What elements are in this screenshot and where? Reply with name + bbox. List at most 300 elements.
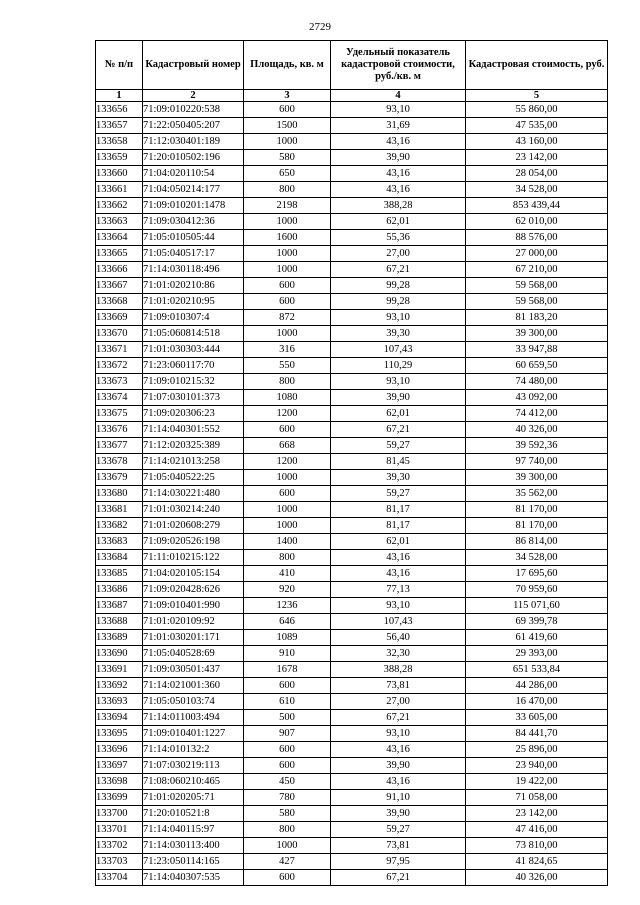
area-cell: 1400	[244, 534, 331, 550]
table-row	[96, 822, 608, 838]
row-number-cell: 133681	[96, 502, 143, 518]
row-number-cell: 133668	[96, 294, 143, 310]
row-number-cell: 133701	[96, 822, 143, 838]
row-number-cell: 133689	[96, 630, 143, 646]
cadastral-cost-cell: 62 010,00	[466, 214, 608, 230]
cadastral-number-cell: 71:14:010132:2	[143, 742, 244, 758]
cadastral-number-cell: 71:01:020210:86	[143, 278, 244, 294]
cadastral-number-cell: 71:14:030221:480	[143, 486, 244, 502]
table-row	[96, 550, 608, 566]
area-cell: 800	[244, 182, 331, 198]
specific-value-cell: 62,01	[331, 214, 466, 230]
cadastral-number-cell: 71:09:010220:538	[143, 102, 244, 118]
column-number: 2	[143, 90, 244, 102]
row-number-cell: 133704	[96, 870, 143, 886]
cadastral-number-cell: 71:11:010215:122	[143, 550, 244, 566]
cadastral-cost-cell: 115 071,60	[466, 598, 608, 614]
table-row	[96, 710, 608, 726]
specific-value-cell: 110,29	[331, 358, 466, 374]
column-number: 1	[96, 90, 143, 102]
table-row	[96, 758, 608, 774]
cadastral-cost-cell: 40 326,00	[466, 422, 608, 438]
row-number-cell: 133678	[96, 454, 143, 470]
cadastral-cost-cell: 41 824,65	[466, 854, 608, 870]
cadastral-cost-cell: 35 562,00	[466, 486, 608, 502]
specific-value-cell: 93,10	[331, 598, 466, 614]
table-row	[96, 838, 608, 854]
table-row	[96, 614, 608, 630]
cadastral-cost-cell: 39 300,00	[466, 470, 608, 486]
area-cell: 600	[244, 870, 331, 886]
cadastral-cost-cell: 59 568,00	[466, 278, 608, 294]
cadastral-cost-cell: 853 439,44	[466, 198, 608, 214]
cadastral-cost-cell: 81 170,00	[466, 518, 608, 534]
area-cell: 580	[244, 806, 331, 822]
area-cell: 920	[244, 582, 331, 598]
specific-value-cell: 67,21	[331, 422, 466, 438]
specific-value-cell: 99,28	[331, 278, 466, 294]
row-number-cell: 133700	[96, 806, 143, 822]
cadastral-number-cell: 71:05:050103:74	[143, 694, 244, 710]
area-cell: 1000	[244, 326, 331, 342]
cadastral-cost-cell: 84 441,70	[466, 726, 608, 742]
cadastral-cost-cell: 17 695,60	[466, 566, 608, 582]
area-cell: 316	[244, 342, 331, 358]
specific-value-cell: 43,16	[331, 550, 466, 566]
cadastral-cost-cell: 40 326,00	[466, 870, 608, 886]
row-number-cell: 133691	[96, 662, 143, 678]
cadastral-cost-cell: 86 814,00	[466, 534, 608, 550]
cadastral-cost-cell: 81 183,20	[466, 310, 608, 326]
area-cell: 1236	[244, 598, 331, 614]
table-row	[96, 422, 608, 438]
cadastral-number-cell: 71:01:030201:171	[143, 630, 244, 646]
specific-value-cell: 59,27	[331, 486, 466, 502]
cadastral-number-cell: 71:09:030501:437	[143, 662, 244, 678]
area-cell: 646	[244, 614, 331, 630]
cadastral-cost-cell: 28 054,00	[466, 166, 608, 182]
specific-value-cell: 39,30	[331, 470, 466, 486]
specific-value-cell: 56,40	[331, 630, 466, 646]
specific-value-cell: 39,90	[331, 806, 466, 822]
cadastral-number-cell: 71:05:060814:518	[143, 326, 244, 342]
cadastral-number-cell: 71:14:030113:400	[143, 838, 244, 854]
table-row	[96, 726, 608, 742]
cadastral-cost-cell: 43 092,00	[466, 390, 608, 406]
cadastral-cost-cell: 23 142,00	[466, 806, 608, 822]
specific-value-cell: 81,17	[331, 502, 466, 518]
cadastral-number-cell: 71:05:040528:69	[143, 646, 244, 662]
cadastral-cost-cell: 71 058,00	[466, 790, 608, 806]
row-number-cell: 133666	[96, 262, 143, 278]
table-row	[96, 534, 608, 550]
table-row	[96, 646, 608, 662]
table-row	[96, 486, 608, 502]
cadastral-number-cell: 71:01:030303:444	[143, 342, 244, 358]
cadastral-cost-cell: 81 170,00	[466, 502, 608, 518]
header-row-number: № п/п	[96, 41, 143, 90]
table-row	[96, 582, 608, 598]
table-row	[96, 870, 608, 886]
area-cell: 600	[244, 678, 331, 694]
cadastral-value-table	[95, 40, 608, 886]
row-number-cell: 133671	[96, 342, 143, 358]
specific-value-cell: 59,27	[331, 822, 466, 838]
row-number-cell: 133686	[96, 582, 143, 598]
table-row	[96, 310, 608, 326]
cadastral-number-cell: 71:12:030401:189	[143, 134, 244, 150]
cadastral-number-cell: 71:14:021001:360	[143, 678, 244, 694]
specific-value-cell: 62,01	[331, 406, 466, 422]
specific-value-cell: 39,90	[331, 150, 466, 166]
table-row	[96, 342, 608, 358]
area-cell: 1600	[244, 230, 331, 246]
area-cell: 1500	[244, 118, 331, 134]
specific-value-cell: 43,16	[331, 182, 466, 198]
area-cell: 668	[244, 438, 331, 454]
table-row	[96, 790, 608, 806]
cadastral-cost-cell: 61 419,60	[466, 630, 608, 646]
cadastral-cost-cell: 47 416,00	[466, 822, 608, 838]
area-cell: 427	[244, 854, 331, 870]
area-cell: 600	[244, 278, 331, 294]
row-number-cell: 133693	[96, 694, 143, 710]
area-cell: 450	[244, 774, 331, 790]
cadastral-cost-cell: 39 300,00	[466, 326, 608, 342]
area-cell: 872	[244, 310, 331, 326]
area-cell: 907	[244, 726, 331, 742]
table-row	[96, 454, 608, 470]
specific-value-cell: 62,01	[331, 534, 466, 550]
row-number-cell: 133696	[96, 742, 143, 758]
area-cell: 600	[244, 742, 331, 758]
cadastral-number-cell: 71:09:010401:990	[143, 598, 244, 614]
row-number-cell: 133683	[96, 534, 143, 550]
area-cell: 1200	[244, 454, 331, 470]
table-header-row	[96, 41, 608, 90]
cadastral-cost-cell: 23 940,00	[466, 758, 608, 774]
table-row	[96, 150, 608, 166]
specific-value-cell: 43,16	[331, 566, 466, 582]
table-row	[96, 134, 608, 150]
area-cell: 1678	[244, 662, 331, 678]
specific-value-cell: 39,30	[331, 326, 466, 342]
cadastral-cost-cell: 25 896,00	[466, 742, 608, 758]
row-number-cell: 133662	[96, 198, 143, 214]
specific-value-cell: 81,17	[331, 518, 466, 534]
area-cell: 650	[244, 166, 331, 182]
area-cell: 2198	[244, 198, 331, 214]
cadastral-cost-cell: 34 528,00	[466, 182, 608, 198]
specific-value-cell: 67,21	[331, 710, 466, 726]
table-row	[96, 678, 608, 694]
table-row	[96, 390, 608, 406]
cadastral-cost-cell: 19 422,00	[466, 774, 608, 790]
specific-value-cell: 27,00	[331, 246, 466, 262]
specific-value-cell: 99,28	[331, 294, 466, 310]
specific-value-cell: 93,10	[331, 374, 466, 390]
row-number-cell: 133694	[96, 710, 143, 726]
cadastral-number-cell: 71:07:030101:373	[143, 390, 244, 406]
specific-value-cell: 39,90	[331, 390, 466, 406]
cadastral-number-cell: 71:01:030214:240	[143, 502, 244, 518]
cadastral-number-cell: 71:05:010505:44	[143, 230, 244, 246]
row-number-cell: 133657	[96, 118, 143, 134]
specific-value-cell: 77,13	[331, 582, 466, 598]
row-number-cell: 133663	[96, 214, 143, 230]
cadastral-cost-cell: 33 605,00	[466, 710, 608, 726]
cadastral-number-cell: 71:12:020325:389	[143, 438, 244, 454]
table-row	[96, 630, 608, 646]
specific-value-cell: 43,16	[331, 742, 466, 758]
area-cell: 800	[244, 374, 331, 390]
cadastral-number-cell: 71:01:020210:95	[143, 294, 244, 310]
table-row	[96, 326, 608, 342]
table-row	[96, 854, 608, 870]
cadastral-cost-cell: 34 528,00	[466, 550, 608, 566]
cadastral-cost-cell: 29 393,00	[466, 646, 608, 662]
header-cadastral-cost: Кадастровая стоимость, руб.	[466, 41, 608, 90]
cadastral-number-cell: 71:09:010201:1478	[143, 198, 244, 214]
area-cell: 780	[244, 790, 331, 806]
table-row	[96, 294, 608, 310]
specific-value-cell: 91,10	[331, 790, 466, 806]
specific-value-cell: 67,21	[331, 870, 466, 886]
specific-value-cell: 93,10	[331, 726, 466, 742]
cadastral-number-cell: 71:14:030118:496	[143, 262, 244, 278]
row-number-cell: 133669	[96, 310, 143, 326]
specific-value-cell: 107,43	[331, 614, 466, 630]
row-number-cell: 133659	[96, 150, 143, 166]
cadastral-cost-cell: 47 535,00	[466, 118, 608, 134]
cadastral-cost-cell: 88 576,00	[466, 230, 608, 246]
table-row	[96, 662, 608, 678]
specific-value-cell: 97,95	[331, 854, 466, 870]
row-number-cell: 133675	[96, 406, 143, 422]
specific-value-cell: 39,90	[331, 758, 466, 774]
specific-value-cell: 93,10	[331, 102, 466, 118]
table-row	[96, 806, 608, 822]
cadastral-number-cell: 71:14:011003:494	[143, 710, 244, 726]
column-number: 5	[466, 90, 608, 102]
cadastral-number-cell: 71:09:020428:626	[143, 582, 244, 598]
specific-value-cell: 388,28	[331, 198, 466, 214]
area-cell: 1000	[244, 246, 331, 262]
table-row	[96, 566, 608, 582]
cadastral-cost-cell: 39 592,36	[466, 438, 608, 454]
header-cadastral-number: Кадастровый номер	[143, 41, 244, 90]
area-cell: 500	[244, 710, 331, 726]
cadastral-cost-cell: 69 399,78	[466, 614, 608, 630]
specific-value-cell: 32,30	[331, 646, 466, 662]
cadastral-number-cell: 71:09:030412:36	[143, 214, 244, 230]
row-number-cell: 133695	[96, 726, 143, 742]
row-number-cell: 133674	[96, 390, 143, 406]
row-number-cell: 133664	[96, 230, 143, 246]
specific-value-cell: 43,16	[331, 166, 466, 182]
area-cell: 1080	[244, 390, 331, 406]
table-row	[96, 102, 608, 118]
row-number-cell: 133672	[96, 358, 143, 374]
area-cell: 1000	[244, 838, 331, 854]
cadastral-number-cell: 71:07:030219:113	[143, 758, 244, 774]
specific-value-cell: 27,00	[331, 694, 466, 710]
specific-value-cell: 31,69	[331, 118, 466, 134]
row-number-cell: 133703	[96, 854, 143, 870]
header-specific-value: Удельный показатель кадастровой стоимости, руб./кв. м	[331, 41, 466, 90]
specific-value-cell: 43,16	[331, 774, 466, 790]
cadastral-number-cell: 71:05:040517:17	[143, 246, 244, 262]
table-row	[96, 278, 608, 294]
area-cell: 1089	[244, 630, 331, 646]
cadastral-number-cell: 71:08:060210:465	[143, 774, 244, 790]
specific-value-cell: 73,81	[331, 678, 466, 694]
table-row	[96, 694, 608, 710]
cadastral-cost-cell: 16 470,00	[466, 694, 608, 710]
table-row	[96, 774, 608, 790]
area-cell: 1000	[244, 502, 331, 518]
table-row	[96, 358, 608, 374]
row-number-cell: 133684	[96, 550, 143, 566]
cadastral-cost-cell: 97 740,00	[466, 454, 608, 470]
area-cell: 1200	[244, 406, 331, 422]
cadastral-number-cell: 71:14:040307:535	[143, 870, 244, 886]
column-number: 4	[331, 90, 466, 102]
cadastral-number-cell: 71:04:020105:154	[143, 566, 244, 582]
table-row	[96, 166, 608, 182]
cadastral-number-cell: 71:04:050214:177	[143, 182, 244, 198]
specific-value-cell: 107,43	[331, 342, 466, 358]
specific-value-cell: 81,45	[331, 454, 466, 470]
row-number-cell: 133679	[96, 470, 143, 486]
row-number-cell: 133685	[96, 566, 143, 582]
row-number-cell: 133690	[96, 646, 143, 662]
cadastral-number-cell: 71:20:010502:196	[143, 150, 244, 166]
table-row	[96, 182, 608, 198]
table-row	[96, 246, 608, 262]
cadastral-cost-cell: 74 412,00	[466, 406, 608, 422]
area-cell: 800	[244, 822, 331, 838]
table-row	[96, 198, 608, 214]
area-cell: 1000	[244, 518, 331, 534]
cadastral-number-cell: 71:09:010401:1227	[143, 726, 244, 742]
cadastral-cost-cell: 651 533,84	[466, 662, 608, 678]
cadastral-cost-cell: 43 160,00	[466, 134, 608, 150]
cadastral-number-cell: 71:01:020205:71	[143, 790, 244, 806]
table-row	[96, 518, 608, 534]
cadastral-cost-cell: 70 959,60	[466, 582, 608, 598]
cadastral-number-cell: 71:23:060117:70	[143, 358, 244, 374]
cadastral-cost-cell: 74 480,00	[466, 374, 608, 390]
column-number-row	[96, 90, 608, 102]
area-cell: 600	[244, 486, 331, 502]
specific-value-cell: 59,27	[331, 438, 466, 454]
cadastral-number-cell: 71:14:021013:258	[143, 454, 244, 470]
area-cell: 410	[244, 566, 331, 582]
cadastral-number-cell: 71:09:010215:32	[143, 374, 244, 390]
area-cell: 550	[244, 358, 331, 374]
cadastral-cost-cell: 44 286,00	[466, 678, 608, 694]
table-row	[96, 742, 608, 758]
cadastral-cost-cell: 67 210,00	[466, 262, 608, 278]
table-row	[96, 406, 608, 422]
row-number-cell: 133656	[96, 102, 143, 118]
cadastral-number-cell: 71:20:010521:8	[143, 806, 244, 822]
table-row	[96, 502, 608, 518]
area-cell: 600	[244, 758, 331, 774]
area-cell: 910	[244, 646, 331, 662]
area-cell: 800	[244, 550, 331, 566]
cadastral-number-cell: 71:23:050114:165	[143, 854, 244, 870]
cadastral-cost-cell: 23 142,00	[466, 150, 608, 166]
row-number-cell: 133660	[96, 166, 143, 182]
cadastral-number-cell: 71:09:010307:4	[143, 310, 244, 326]
cadastral-number-cell: 71:14:040301:552	[143, 422, 244, 438]
area-cell: 580	[244, 150, 331, 166]
column-number: 3	[244, 90, 331, 102]
row-number-cell: 133667	[96, 278, 143, 294]
table-row	[96, 470, 608, 486]
cadastral-number-cell: 71:01:020109:92	[143, 614, 244, 630]
row-number-cell: 133680	[96, 486, 143, 502]
cadastral-number-cell: 71:22:050405:207	[143, 118, 244, 134]
cadastral-number-cell: 71:04:020110:54	[143, 166, 244, 182]
row-number-cell: 133698	[96, 774, 143, 790]
table-row	[96, 230, 608, 246]
cadastral-number-cell: 71:09:020526:198	[143, 534, 244, 550]
area-cell: 1000	[244, 262, 331, 278]
area-cell: 1000	[244, 134, 331, 150]
row-number-cell: 133677	[96, 438, 143, 454]
row-number-cell: 133702	[96, 838, 143, 854]
table-row	[96, 262, 608, 278]
row-number-cell: 133692	[96, 678, 143, 694]
row-number-cell: 133687	[96, 598, 143, 614]
cadastral-cost-cell: 55 860,00	[466, 102, 608, 118]
row-number-cell: 133682	[96, 518, 143, 534]
area-cell: 1000	[244, 214, 331, 230]
header-area: Площадь, кв. м	[244, 41, 331, 90]
cadastral-number-cell: 71:01:020608:279	[143, 518, 244, 534]
cadastral-cost-cell: 33 947,88	[466, 342, 608, 358]
row-number-cell: 133699	[96, 790, 143, 806]
area-cell: 600	[244, 422, 331, 438]
cadastral-number-cell: 71:09:020306:23	[143, 406, 244, 422]
specific-value-cell: 388,28	[331, 662, 466, 678]
page-number: 2729	[309, 21, 331, 33]
area-cell: 600	[244, 102, 331, 118]
cadastral-cost-cell: 73 810,00	[466, 838, 608, 854]
cadastral-cost-cell: 60 659,50	[466, 358, 608, 374]
area-cell: 600	[244, 294, 331, 310]
row-number-cell: 133661	[96, 182, 143, 198]
row-number-cell: 133658	[96, 134, 143, 150]
specific-value-cell: 67,21	[331, 262, 466, 278]
area-cell: 1000	[244, 470, 331, 486]
row-number-cell: 133676	[96, 422, 143, 438]
table-row	[96, 374, 608, 390]
table-row	[96, 598, 608, 614]
area-cell: 610	[244, 694, 331, 710]
table-row	[96, 438, 608, 454]
row-number-cell: 133697	[96, 758, 143, 774]
specific-value-cell: 73,81	[331, 838, 466, 854]
row-number-cell: 133688	[96, 614, 143, 630]
cadastral-cost-cell: 27 000,00	[466, 246, 608, 262]
cadastral-cost-cell: 59 568,00	[466, 294, 608, 310]
cadastral-number-cell: 71:14:040115:97	[143, 822, 244, 838]
row-number-cell: 133670	[96, 326, 143, 342]
